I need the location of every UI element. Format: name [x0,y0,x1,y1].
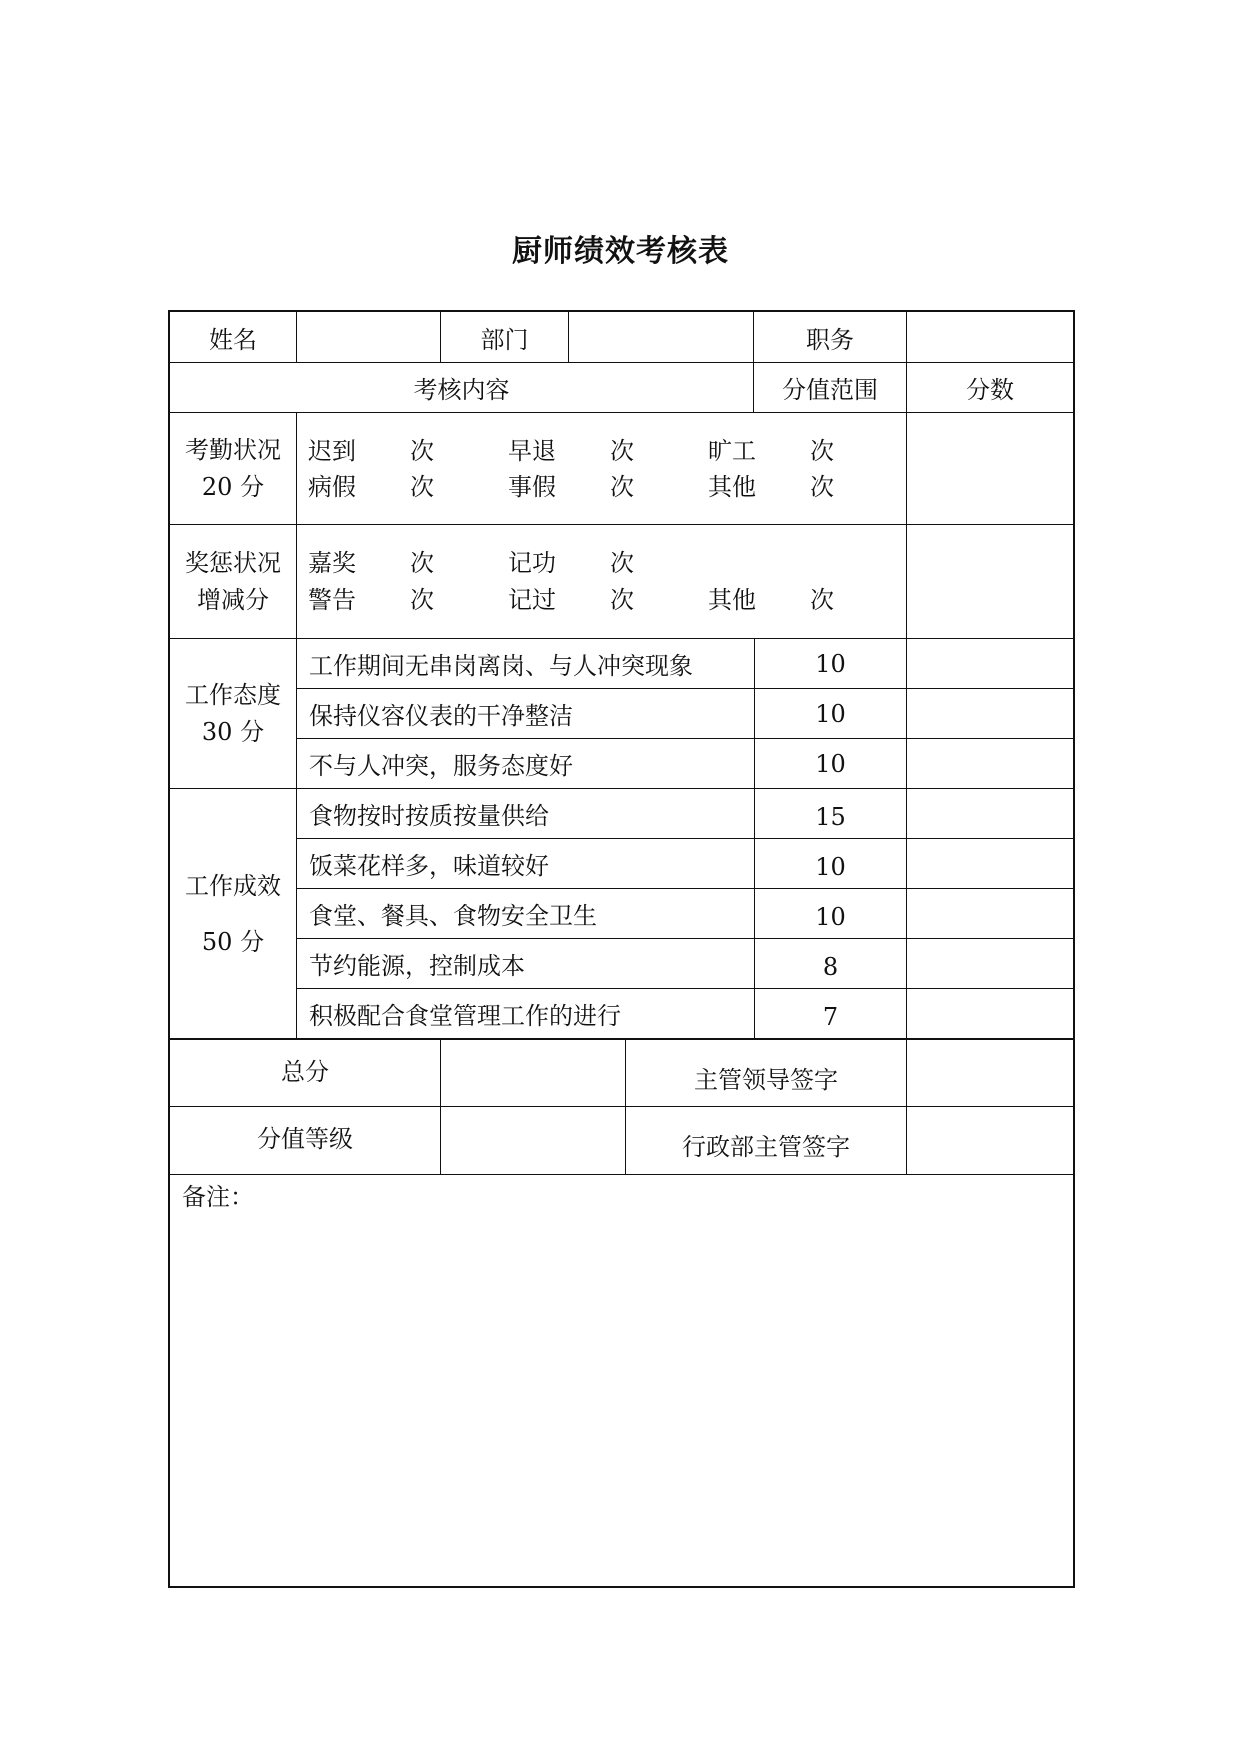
attendance-score-field[interactable] [907,413,1073,524]
attitude-range: 10 [815,649,846,678]
attitude-range: 10 [815,699,846,728]
total-field[interactable] [441,1040,625,1106]
row-divider [170,1174,1073,1175]
admin-sign-field[interactable] [907,1107,1073,1174]
name-label: 姓名 [209,325,257,354]
early-leave-label: 早退 [508,437,556,465]
attitude-range: 10 [815,749,846,778]
times-unit: 次 [810,437,834,465]
rewards-category [170,525,296,638]
times-unit: 次 [610,586,634,614]
results-score-field[interactable] [907,939,1073,988]
results-item: 食物按时按质按量供给 [309,802,549,830]
results-range: 10 [815,902,846,931]
admin-sign-label: 行政部主管签字 [682,1133,850,1161]
results-score-field[interactable] [907,839,1073,888]
attitude-category-label: 工作态度 [185,680,281,709]
times-unit: 次 [610,473,634,501]
warning-label: 警告 [308,586,356,614]
commendation-label: 嘉奖 [308,549,356,577]
results-range: 8 [822,952,839,981]
times-unit: 次 [410,549,434,577]
other-label: 其他 [708,473,756,501]
personal-leave-label: 事假 [508,473,556,501]
times-unit: 次 [410,437,434,465]
remarks-field[interactable] [182,1218,1062,1578]
attitude-score-field[interactable] [907,739,1073,788]
times-unit: 次 [810,586,834,614]
post-label: 职务 [806,325,854,354]
results-item: 饭菜花样多，味道较好 [309,852,549,880]
rewards-category-label: 奖惩状况 [185,548,281,577]
grade-field[interactable] [441,1107,625,1174]
grade-label: 分值等级 [257,1125,353,1153]
dept-field[interactable] [569,312,753,362]
attitude-item: 工作期间无串岗离岗、与人冲突现象 [309,652,693,680]
results-item: 积极配合食堂管理工作的进行 [309,1002,621,1030]
results-score-field[interactable] [907,889,1073,938]
attitude-points: 30 分 [201,717,265,746]
page-title: 厨师绩效考核表 [512,234,729,269]
post-field[interactable] [907,312,1073,362]
supervisor-sign-label: 主管领导签字 [694,1065,838,1094]
times-unit: 次 [610,437,634,465]
absent-label: 旷工 [708,437,756,465]
results-range: 10 [815,852,846,881]
times-unit: 次 [410,473,434,501]
total-label: 总分 [281,1057,329,1086]
name-field[interactable] [297,312,440,362]
remarks-label: 备注： [182,1183,254,1211]
other-label: 其他 [708,586,756,614]
dept-label: 部门 [480,325,529,354]
attitude-category [170,639,296,788]
results-item: 节约能源，控制成本 [309,952,525,980]
results-score-field[interactable] [907,989,1073,1038]
results-category [170,789,296,1038]
attendance-category-label: 考勤状况 [185,435,281,464]
rewards-points: 增减分 [197,585,269,614]
late-label: 迟到 [308,437,356,465]
attitude-score-field[interactable] [907,689,1073,738]
merit-label: 记功 [508,549,556,577]
attendance-points: 20 分 [201,472,265,501]
results-range: 7 [822,1002,839,1031]
attendance-category [170,413,296,524]
attitude-score-field[interactable] [907,639,1073,688]
times-unit: 次 [410,586,434,614]
rewards-score-field[interactable] [907,525,1073,638]
demerit-label: 记过 [508,586,556,614]
results-item: 食堂、餐具、食物安全卫生 [309,902,597,930]
attitude-item: 不与人冲突，服务态度好 [309,752,573,780]
attitude-item: 保持仪容仪表的干净整洁 [309,702,573,730]
results-range: 15 [815,802,846,831]
range-header: 分值范围 [782,376,878,404]
times-unit: 次 [810,473,834,501]
score-header: 分数 [966,376,1014,404]
times-unit: 次 [610,549,634,577]
appraisal-form [168,310,1075,1588]
supervisor-sign-field[interactable] [907,1040,1073,1106]
sick-leave-label: 病假 [308,473,356,501]
results-score-field[interactable] [907,789,1073,838]
content-header: 考核内容 [413,376,510,404]
results-category-label: 工作成效 [185,871,281,900]
results-points: 50 分 [201,927,265,956]
